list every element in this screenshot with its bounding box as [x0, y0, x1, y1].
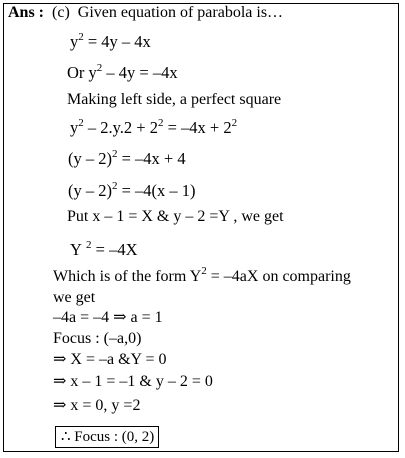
equation-10: ⇒ x = 0, y =2	[53, 397, 141, 414]
equation-6: Y $^2$ = –4X	[70, 239, 138, 259]
comparison-text: Which is of the form $Y^2 = -4aX$ on comparing	[53, 265, 351, 285]
equation-9: ⇒ x – 1 = –1 & y – 2 = 0	[53, 373, 213, 390]
ans-label: Ans :	[8, 4, 45, 21]
answer-header	[8, 3, 283, 23]
final-answer-box: ∴ Focus : (0, 2)	[55, 426, 159, 448]
step-text-1: Making left side, a perfect square	[67, 91, 282, 108]
equation-4: (y – 2)$^2$ = –4x + 4	[68, 148, 186, 168]
equation-5: (y – 2)$^2$ = –4(x – 1)	[68, 180, 196, 200]
we-get-text: we get	[53, 289, 96, 306]
intro-text: Given equation of parabola is…	[77, 4, 284, 21]
equation-2: Or $y^2 - 4y = -4x$	[67, 62, 178, 82]
option-label: (c)	[52, 4, 70, 21]
substitution-text: Put x – 1 = X & y – 2 =Y , we get	[67, 208, 284, 225]
equation-3: $y^2 - 2.y.2 + 2^2 = -4x + 2^2$	[70, 117, 238, 137]
equation-1: $y^2 = 4y - 4x$	[70, 31, 151, 51]
equation-7: –4a = –4 ⇒ a = 1	[53, 309, 163, 326]
focus-formula: Focus : (–a,0)	[53, 330, 142, 347]
equation-8: ⇒ X = –a &Y = 0	[53, 351, 167, 368]
